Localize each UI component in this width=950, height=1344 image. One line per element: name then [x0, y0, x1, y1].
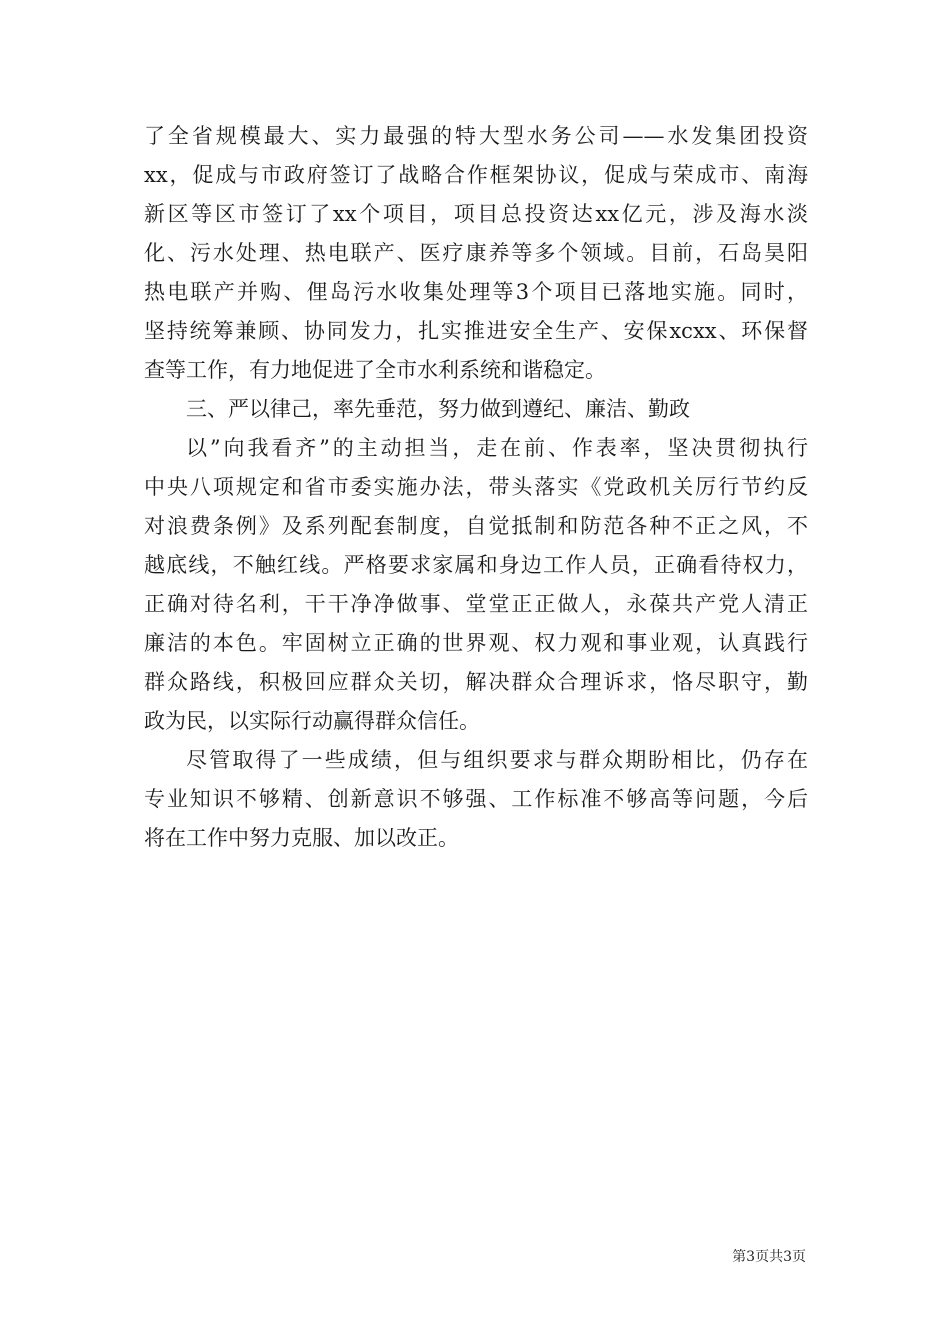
page-number: 第3页共3页 [732, 1249, 806, 1265]
text-line: 以”向我看齐”的主动担当，走在前、作表率，坚决贯彻执行 [186, 436, 808, 460]
text-line: 中央八项规定和省市委实施办法，带头落实《党政机关厉行节约反 [144, 475, 808, 499]
text-line: 对浪费条例》及系列配套制度，自觉抵制和防范各种不正之风，不 [144, 514, 808, 538]
text-line: 热电联产并购、俚岛污水收集处理等3个项目已落地实施。同时， [144, 280, 808, 304]
text-line: 正确对待名利，干干净净做事、堂堂正正做人，永葆共产党人清正 [144, 592, 808, 616]
text-line: 群众路线，积极回应群众关切，解决群众合理诉求，恪尽职守，勤 [144, 670, 808, 694]
text-line: 政为民，以实际行动赢得群众信任。 [144, 709, 480, 733]
text-line: 尽管取得了一些成绩，但与组织要求与群众期盼相比，仍存在 [186, 748, 808, 772]
text-line: 查等工作，有力地促进了全市水利系统和谐稳定。 [144, 358, 606, 382]
text-line: 了全省规模最大、实力最强的特大型水务公司——水发集团投资 [144, 124, 808, 148]
text-line: 新区等区市签订了xx个项目，项目总投资达xx亿元，涉及海水淡 [144, 202, 808, 226]
document-body [144, 117, 808, 858]
text-line: xx，促成与市政府签订了战略合作框架协议，促成与荣成市、南海 [144, 163, 808, 187]
text-line: 坚持统筹兼顾、协同发力，扎实推进安全生产、安保xcxx、环保督 [144, 319, 808, 343]
text-line: 将在工作中努力克服、加以改正。 [144, 826, 459, 850]
section-heading: 三、严以律己，率先垂范，努力做到遵纪、廉洁、勤政 [186, 397, 690, 421]
text-line: 越底线，不触红线。严格要求家属和身边工作人员，正确看待权力， [144, 553, 808, 577]
text-line: 化、污水处理、热电联产、医疗康养等多个领域。目前，石岛昊阳 [144, 241, 808, 265]
text-line: 廉洁的本色。牢固树立正确的世界观、权力观和事业观，认真践行 [144, 631, 808, 655]
text-line: 专业知识不够精、创新意识不够强、工作标准不够高等问题，今后 [144, 787, 808, 811]
